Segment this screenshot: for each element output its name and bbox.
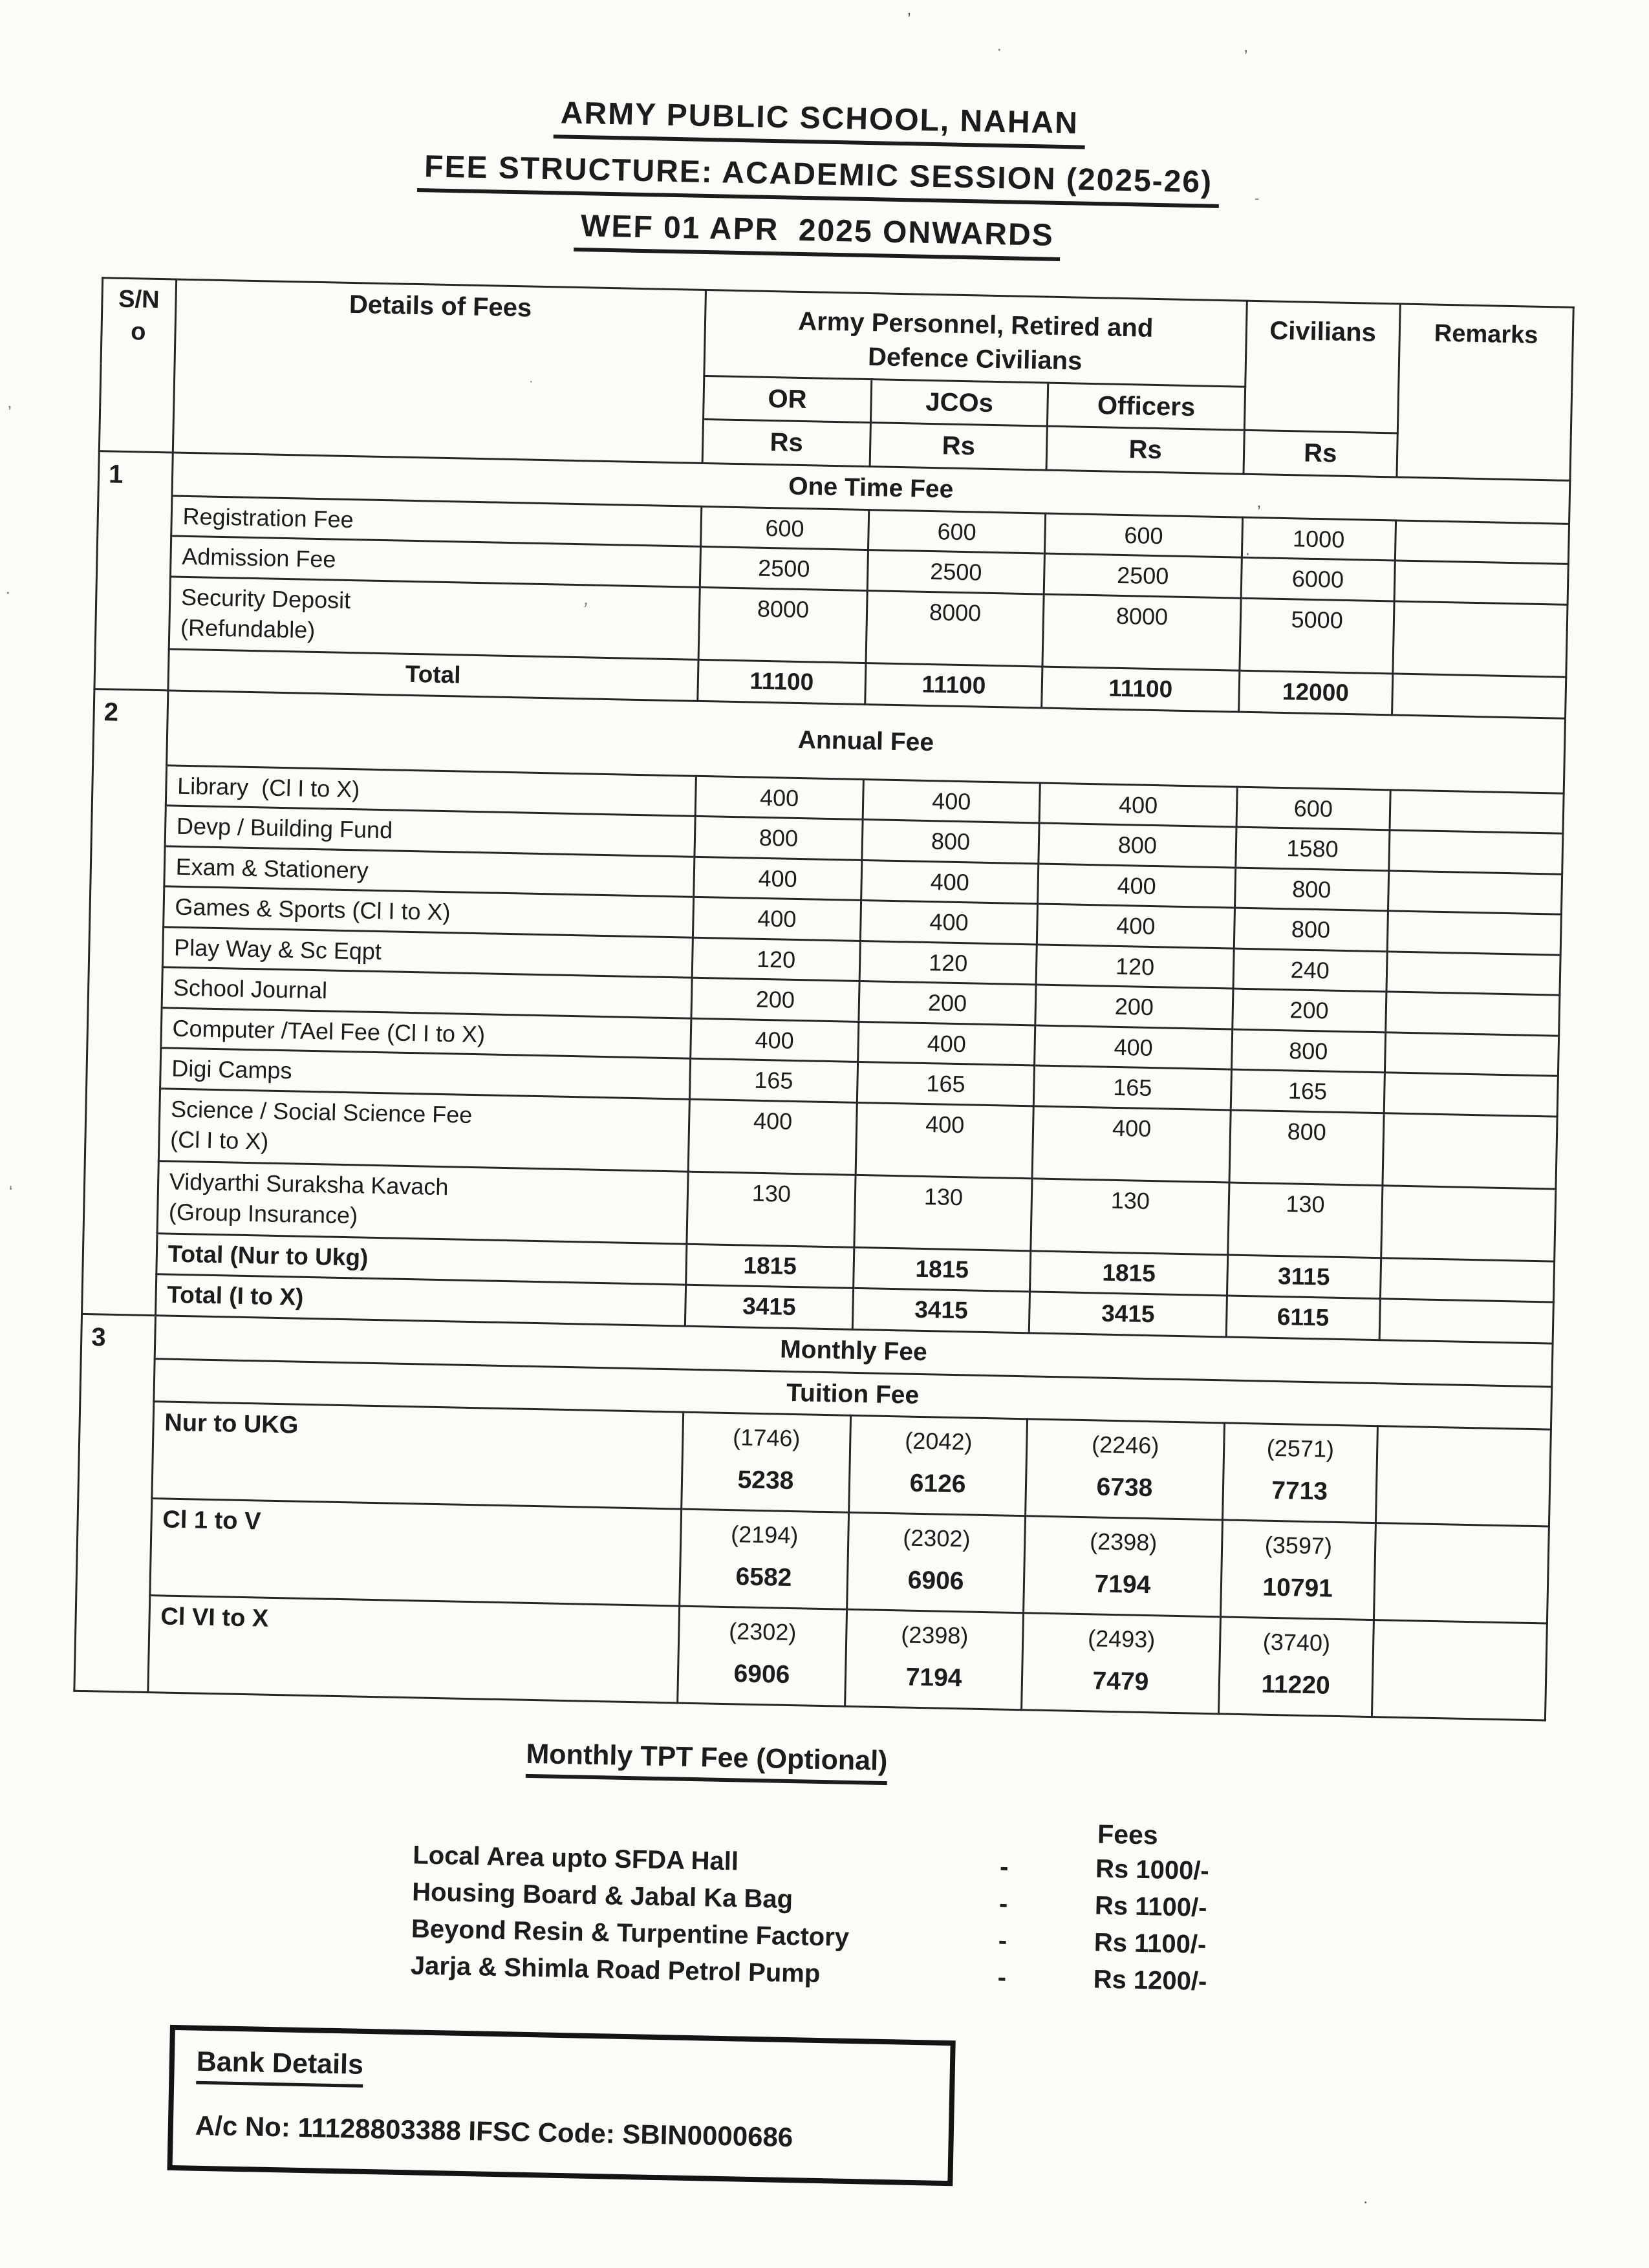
total-value: 3415 xyxy=(685,1285,854,1330)
total-label: Total xyxy=(168,649,698,701)
tpt-dash: - xyxy=(998,1889,1008,1919)
total-value: 1815 xyxy=(1030,1250,1228,1296)
row-label: Cl 1 to V xyxy=(150,1499,682,1606)
fee-value: 130 xyxy=(1031,1179,1229,1255)
section-title-one-time-fee: One Time Fee xyxy=(172,453,1570,524)
header-or: OR xyxy=(703,376,872,423)
total-value: 1815 xyxy=(854,1247,1031,1292)
remarks-cell xyxy=(1386,951,1560,995)
document-title-block xyxy=(0,0,1646,273)
header-rs-officers: Rs xyxy=(1046,427,1244,475)
row-label: Admission Fee xyxy=(170,536,700,587)
section-title-tuition-fee: Tuition Fee xyxy=(154,1358,1552,1429)
fee-value: 800 xyxy=(1039,823,1236,868)
fee-value: 165 xyxy=(857,1062,1034,1106)
remarks-cell xyxy=(1392,601,1568,677)
tuition-value: (2571) 7713 xyxy=(1222,1423,1377,1523)
tuition-value: (2302) 6906 xyxy=(847,1513,1026,1613)
header-rs-or: Rs xyxy=(702,420,871,467)
scan-speck: . xyxy=(1363,2188,1368,2207)
header-rs-jcos: Rs xyxy=(870,423,1047,470)
fee-value: 1000 xyxy=(1242,517,1396,561)
total-value: 1815 xyxy=(685,1244,854,1289)
tuition-value: (2302) 6906 xyxy=(677,1606,846,1706)
sno-section-2: 2 xyxy=(82,689,168,1316)
tuition-value: (3597) 10791 xyxy=(1220,1520,1375,1620)
fee-value: 200 xyxy=(1035,985,1233,1029)
fee-value: 800 xyxy=(1234,908,1388,951)
total-label: Total (Nur to Ukg) xyxy=(156,1233,687,1285)
header-army-group-text: Army Personnel, Retired and Defence Civilians xyxy=(797,306,1161,376)
sno-section-1: 1 xyxy=(94,451,173,690)
remarks-cell xyxy=(1388,870,1562,914)
fee-value: 165 xyxy=(1033,1065,1231,1110)
fee-value: 2500 xyxy=(700,547,868,591)
section-title-monthly-fee: Monthly Fee xyxy=(155,1316,1553,1387)
fee-value: 600 xyxy=(700,506,869,550)
total-value: 12000 xyxy=(1239,670,1393,715)
row-label-line2: (Group Insurance) xyxy=(168,1198,358,1229)
remarks-cell xyxy=(1372,1620,1547,1720)
total-value: 11100 xyxy=(1042,667,1240,712)
row-label: School Journal xyxy=(162,967,692,1018)
fee-value: 8000 xyxy=(866,590,1044,666)
fee-value: 400 xyxy=(690,1018,859,1062)
fee-value: 600 xyxy=(1236,787,1390,830)
fee-value: 8000 xyxy=(1042,594,1241,670)
fee-value: 130 xyxy=(854,1175,1032,1250)
remarks-cell xyxy=(1395,520,1569,564)
header-sno: S/No xyxy=(99,278,176,453)
remarks-cell xyxy=(1384,1073,1558,1117)
header-officers: Officers xyxy=(1047,383,1245,431)
fee-structure-title: FEE STRUCTURE: ACADEMIC SESSION (2025-26) xyxy=(417,149,1219,208)
total-value: 11100 xyxy=(865,663,1042,707)
tpt-dash: - xyxy=(999,1852,1009,1882)
tpt-fee-value: Rs 1000/- xyxy=(1095,1854,1210,1886)
tuition-value: (2246) 6738 xyxy=(1026,1419,1225,1520)
tpt-dash: - xyxy=(998,1926,1008,1956)
header-details: Details of Fees xyxy=(173,279,706,464)
remarks-cell xyxy=(1385,1032,1559,1076)
row-label: Cl VI to X xyxy=(148,1596,680,1703)
fee-value: 120 xyxy=(692,937,861,981)
fee-value: 120 xyxy=(859,941,1037,985)
tuition-value: (2042) 6126 xyxy=(849,1416,1028,1516)
fee-value: 600 xyxy=(868,509,1046,553)
row-label: Vidyarthi Suraksha Kavach (Group Insurance) xyxy=(157,1161,688,1243)
section-title-annual-fee: Annual Fee xyxy=(166,690,1565,793)
tpt-section xyxy=(410,1737,1424,2009)
fee-value: 400 xyxy=(1032,1106,1231,1182)
header-civilians: Civilians xyxy=(1244,301,1400,433)
tpt-fees-header: Fees xyxy=(1097,1819,1159,1850)
tpt-route-label: Housing Board & Jabal Ka Bag xyxy=(411,1878,793,1914)
header-army-group xyxy=(704,290,1247,386)
tuition-value: (1746) 5238 xyxy=(681,1412,850,1512)
scan-speck: · xyxy=(529,374,534,389)
remarks-cell xyxy=(1382,1113,1557,1188)
remarks-cell xyxy=(1389,789,1564,833)
fee-value: 120 xyxy=(1036,945,1234,989)
fee-table xyxy=(73,277,1574,1722)
row-label: Exam & Stationery xyxy=(164,846,695,897)
tuition-value: (2398) 7194 xyxy=(845,1609,1024,1709)
row-label: Games & Sports (Cl I to X) xyxy=(163,886,693,937)
fee-value: 400 xyxy=(863,779,1040,823)
remarks-cell xyxy=(1374,1523,1549,1623)
header-rs-civilians: Rs xyxy=(1244,431,1397,478)
row-label: Devp / Building Fund xyxy=(165,806,695,857)
fee-value: 6000 xyxy=(1241,557,1395,601)
tpt-dash: - xyxy=(997,1963,1007,1993)
total-value: 3415 xyxy=(1029,1292,1227,1337)
tpt-fee-value: Rs 1100/- xyxy=(1094,1891,1207,1923)
fee-value: 8000 xyxy=(698,587,868,663)
bank-account-line: A/c No: 11128803388 IFSC Code: SBIN0000686 xyxy=(195,2110,793,2153)
row-label: Computer /TAel Fee (Cl I to X) xyxy=(161,1007,691,1058)
fee-value: 240 xyxy=(1233,948,1387,992)
tpt-route-label: Local Area upto SFDA Hall xyxy=(412,1841,739,1876)
fee-value: 400 xyxy=(856,1102,1033,1178)
remarks-cell xyxy=(1381,1185,1556,1261)
tuition-value: (2398) 7194 xyxy=(1024,1516,1223,1617)
tuition-value: (2493) 7479 xyxy=(1022,1613,1221,1714)
scan-speck: ʼ xyxy=(579,598,590,623)
scan-speck: ’ xyxy=(8,402,12,422)
remarks-cell xyxy=(1392,674,1566,718)
fee-value: 400 xyxy=(858,1022,1035,1065)
fee-value: 600 xyxy=(1045,513,1243,558)
effective-date-line: WEF 01 APR 2025 ONWARDS xyxy=(574,208,1061,261)
fee-value: 400 xyxy=(861,860,1039,904)
fee-value: 400 xyxy=(695,776,864,820)
scan-speck: · xyxy=(5,582,11,601)
tpt-route-label: Beyond Resin & Turpentine Factory xyxy=(411,1914,850,1952)
fee-value: 400 xyxy=(693,857,862,901)
tpt-fee-value: Rs 1100/- xyxy=(1094,1928,1207,1960)
fee-value: 400 xyxy=(693,897,861,941)
fee-value: 200 xyxy=(1233,989,1386,1032)
scan-speck: , xyxy=(1244,36,1249,56)
fee-value: 400 xyxy=(1035,1025,1233,1070)
row-label: Registration Fee xyxy=(171,496,701,547)
total-value: 3115 xyxy=(1227,1255,1381,1300)
school-name: ARMY PUBLIC SCHOOL, NAHAN xyxy=(554,95,1085,149)
remarks-cell xyxy=(1375,1426,1551,1526)
fee-value: 400 xyxy=(1039,783,1237,828)
fee-value: 800 xyxy=(695,816,863,860)
fee-value: 200 xyxy=(691,978,860,1022)
scan-speck: ‘ xyxy=(9,1182,13,1201)
fee-value: 1580 xyxy=(1236,827,1390,870)
tuition-value: (3740) 11220 xyxy=(1218,1617,1374,1717)
fee-value: 200 xyxy=(859,981,1036,1025)
remarks-cell xyxy=(1380,1257,1555,1302)
total-value: 6115 xyxy=(1226,1296,1380,1340)
row-label: Digi Camps xyxy=(160,1048,690,1099)
remarks-cell xyxy=(1379,1299,1554,1343)
fee-value: 800 xyxy=(1234,868,1388,911)
tuition-value: (2194) 6582 xyxy=(679,1509,848,1609)
fee-value: 165 xyxy=(689,1058,858,1102)
remarks-cell xyxy=(1388,830,1563,874)
total-value: 3415 xyxy=(852,1289,1029,1333)
total-value: 11100 xyxy=(698,659,867,704)
fee-value: 800 xyxy=(1229,1110,1384,1186)
fee-value: 130 xyxy=(1228,1182,1383,1258)
total-label: Total (I to X) xyxy=(155,1274,685,1326)
bank-details-box xyxy=(167,2025,955,2186)
fee-value: 5000 xyxy=(1240,598,1394,674)
row-label: Play Way & Sc Eqpt xyxy=(162,926,693,978)
scan-speck: · xyxy=(997,39,1002,58)
row-label: Security Deposit (Refundable) xyxy=(169,577,700,659)
row-label-line2: (Refundable) xyxy=(180,614,316,644)
fee-value: 165 xyxy=(1231,1069,1385,1113)
tpt-route-label: Jarja & Shimla Road Petrol Pump xyxy=(410,1951,821,1989)
bank-details-title: Bank Details xyxy=(196,2046,363,2088)
fee-value: 400 xyxy=(1037,904,1234,948)
remarks-cell xyxy=(1394,561,1569,604)
scan-speck: - xyxy=(1255,190,1260,206)
row-label: Nur to UKG xyxy=(152,1402,684,1509)
fee-value: 2500 xyxy=(867,550,1044,594)
scan-speck: · xyxy=(1245,543,1251,562)
row-label: Library (Cl I to X) xyxy=(166,765,696,816)
fee-value: 800 xyxy=(862,820,1039,864)
scan-speck: ’ xyxy=(907,9,911,28)
header-remarks: Remarks xyxy=(1396,304,1573,481)
fee-value: 2500 xyxy=(1044,553,1242,598)
remarks-cell xyxy=(1385,992,1560,1036)
fee-value: 400 xyxy=(860,901,1037,945)
fee-value: 400 xyxy=(1038,864,1236,908)
remarks-cell xyxy=(1387,911,1562,955)
sno-section-3: 3 xyxy=(74,1314,155,1693)
tpt-title: Monthly TPT Fee (Optional) xyxy=(526,1738,888,1785)
tpt-fee-value: Rs 1200/- xyxy=(1093,1965,1207,1996)
fee-value: 130 xyxy=(687,1171,856,1247)
row-label-line2: (Cl I to X) xyxy=(169,1126,269,1155)
header-jcos: JCOs xyxy=(871,379,1048,426)
fee-value: 400 xyxy=(688,1099,857,1175)
fee-value: 800 xyxy=(1231,1029,1385,1073)
scan-speck: ’ xyxy=(1257,502,1261,521)
row-label: Science / Social Science Fee (Cl I to X) xyxy=(158,1088,689,1171)
